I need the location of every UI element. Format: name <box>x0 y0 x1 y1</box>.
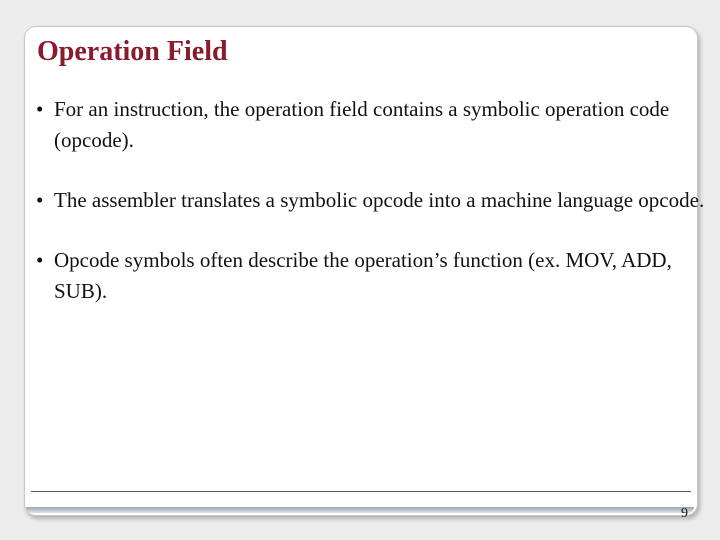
panel-bottom-shadow <box>26 507 694 513</box>
footer-divider <box>31 491 691 492</box>
bullet-text: For an instruction, the operation field contains a symbolic operation code (opcode). <box>54 97 670 152</box>
bullet-item <box>36 245 716 307</box>
bullet-text: The assembler translates a symbolic opcode into a machine language opcode. <box>54 188 705 212</box>
page-number: 9 <box>681 506 688 521</box>
bullet-item <box>36 185 716 216</box>
bullet-icon: • <box>36 248 44 272</box>
bullet-item <box>36 94 716 156</box>
slide-title: Operation Field <box>37 36 228 67</box>
bullet-icon: • <box>36 97 44 121</box>
bullet-text: Opcode symbols often describe the operation’s function (ex. MOV, ADD, SUB). <box>54 248 672 303</box>
bullet-icon: • <box>36 188 44 212</box>
bullet-list <box>36 94 716 336</box>
